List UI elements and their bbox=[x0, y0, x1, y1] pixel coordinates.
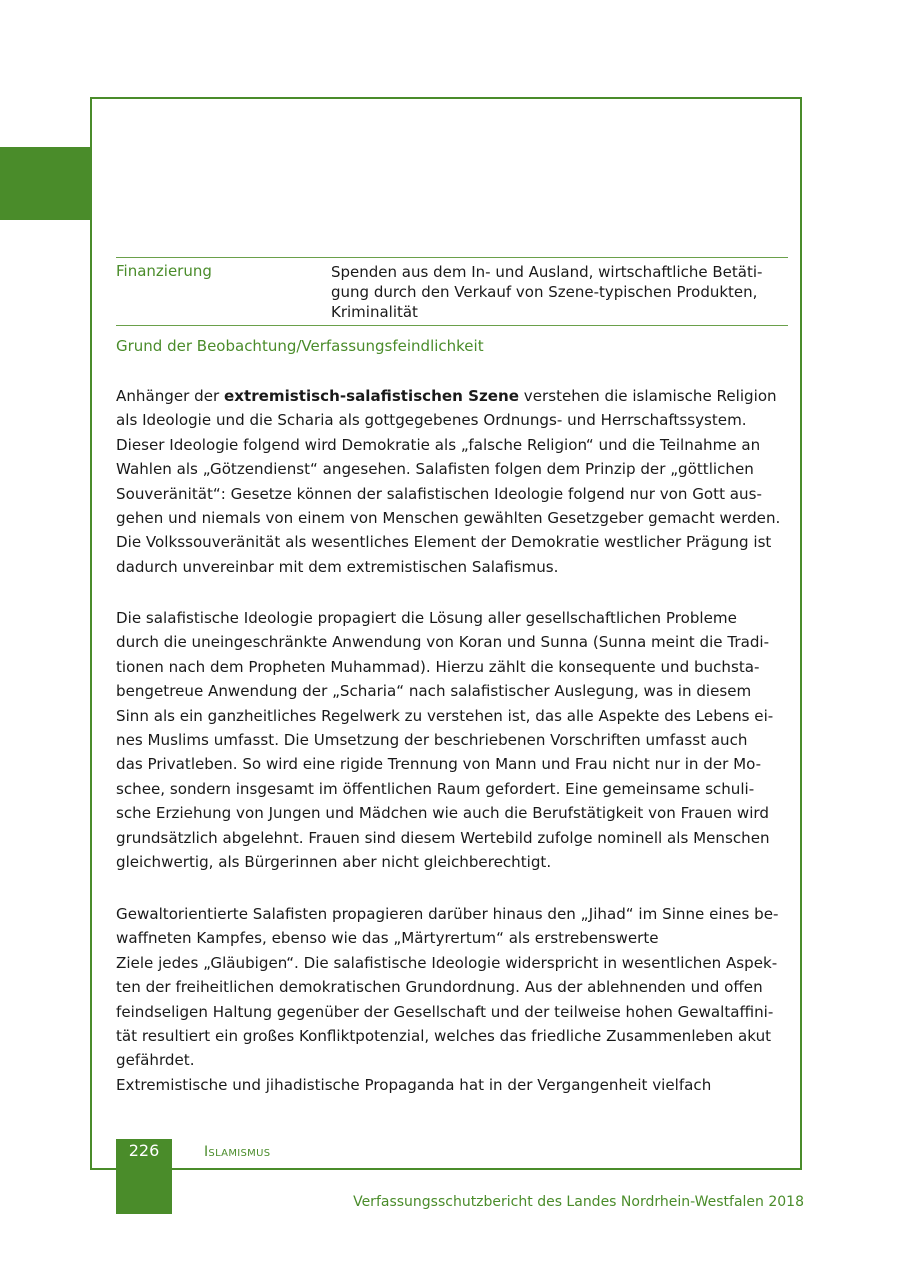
paragraph-line: nes Muslims umfasst. Die Umsetzung der beschriebenen Vorschriften umfasst auch bbox=[116, 731, 748, 750]
paragraph-line: bengetreue Anwendung der „Scharia“ nach salafistischer Auslegung, was in diesem bbox=[116, 682, 752, 701]
bold-term: extremistisch-salafistischen Szene bbox=[224, 387, 519, 405]
paragraph-line bbox=[116, 384, 786, 408]
paragraph-line: Die Volkssouveränität als wesentliches Element der Demokratie westlicher Prägung ist bbox=[116, 533, 772, 552]
paragraph-line: Gewaltorientierte Salafisten propagieren darüber hinaus den „Jihad“ im Sinne eines be- bbox=[116, 905, 779, 923]
paragraph-line: Wahlen als „Götzendienst“ angesehen. Salafisten folgen dem Prinzip der „göttlichen bbox=[116, 460, 754, 479]
paragraph-line: waffneten Kampfes, ebenso wie das „Märtyrertum“ als erstrebenswerte bbox=[116, 929, 659, 948]
financing-label: Finanzierung bbox=[116, 262, 212, 280]
financing-value bbox=[331, 262, 791, 322]
running-head: Islamismus bbox=[204, 1144, 271, 1160]
paragraph-line: Ziele jedes „Gläubigen“. Die salafistische Ideologie widerspricht in wesentlichen Aspek- bbox=[116, 953, 778, 972]
page-number: 226 bbox=[128, 1141, 160, 1160]
financing-value-line: Kriminalität bbox=[331, 303, 418, 321]
paragraph-line: sche Erziehung von Jungen und Mädchen wie auch die Berufstätigkeit von Frauen wird bbox=[116, 804, 769, 823]
paragraph-line: gleichwertig, als Bürgerinnen aber nicht gleichberechtigt. bbox=[116, 853, 552, 872]
side-tab bbox=[0, 147, 92, 220]
paragraph-1 bbox=[116, 384, 786, 579]
paragraph-line: schee, sondern insgesamt im öffentlichen Raum gefordert. Eine gemeinsame schuli- bbox=[116, 779, 755, 798]
paragraph-line: tionen nach dem Propheten Muhammad). Hierzu zählt die konsequente und buchsta- bbox=[116, 657, 760, 676]
paragraph-line: dadurch unvereinbar mit dem extremistischen Salafismus. bbox=[116, 557, 559, 576]
paragraph-line: feindseligen Haltung gegenüber der Gesellschaft und der teilweise hohen Gewaltaffini- bbox=[116, 1002, 774, 1021]
paragraph-line: ten der freiheitlichen demokratischen Grundordnung. Aus der ablehnenden und offen bbox=[116, 978, 763, 997]
paragraph-intro: Anhänger der bbox=[116, 387, 225, 405]
financing-value-line: gung durch den Verkauf von Szene-typischen Produkten, bbox=[331, 283, 758, 301]
paragraph-2 bbox=[116, 606, 786, 874]
paragraph-line: tät resultiert ein großes Konfliktpotenzial, welches das friedliche Zusammenleben akut bbox=[116, 1027, 772, 1046]
paragraph-line: Die salafistische Ideologie propagiert die Lösung aller gesellschaftlichen Probleme bbox=[116, 609, 737, 627]
paragraph-line: Souveränität“: Gesetze können der salafistischen Ideologie folgend nur von Gott aus- bbox=[116, 484, 762, 503]
paragraph-line: Extremistische und jihadistische Propaganda hat in der Vergangenheit vielfach bbox=[116, 1075, 712, 1094]
paragraph-line: als Ideologie und die Scharia als gottgegebenes Ordnungs- und Herrschaftssystem. bbox=[116, 411, 747, 430]
financing-value-line: Spenden aus dem In- und Ausland, wirtschaftliche Betäti- bbox=[331, 263, 763, 281]
paragraph-line-rest: verstehen die islamische Religion bbox=[518, 387, 777, 405]
paragraph-line: grundsätzlich abgelehnt. Frauen sind diesem Wertebild zufolge nominell als Menschen bbox=[116, 828, 770, 847]
table-bottom-rule bbox=[116, 325, 788, 326]
paragraph-line: gehen und niemals von einem von Menschen gewählten Gesetzgeber gemacht werden. bbox=[116, 509, 781, 528]
section-heading: Grund der Beobachtung/Verfassungsfeindlichkeit bbox=[116, 337, 484, 355]
table-top-rule bbox=[116, 257, 788, 258]
paragraph-line: durch die uneingeschränkte Anwendung von Koran und Sunna (Sunna meint die Tradi- bbox=[116, 633, 770, 652]
paragraph-3 bbox=[116, 902, 786, 1097]
footer-title: Verfassungsschutzbericht des Landes Nordrhein-Westfalen 2018 bbox=[353, 1194, 804, 1210]
paragraph-line: Dieser Ideologie folgend wird Demokratie als „falsche Religion“ und die Teilnahme an bbox=[116, 435, 761, 454]
paragraph-line: Sinn als ein ganzheitliches Regelwerk zu verstehen ist, das alle Aspekte des Lebens ei- bbox=[116, 706, 774, 725]
paragraph-line: gefährdet. bbox=[116, 1051, 195, 1070]
paragraph-line: das Privatleben. So wird eine rigide Trennung von Mann und Frau nicht nur in der Mo- bbox=[116, 755, 762, 774]
